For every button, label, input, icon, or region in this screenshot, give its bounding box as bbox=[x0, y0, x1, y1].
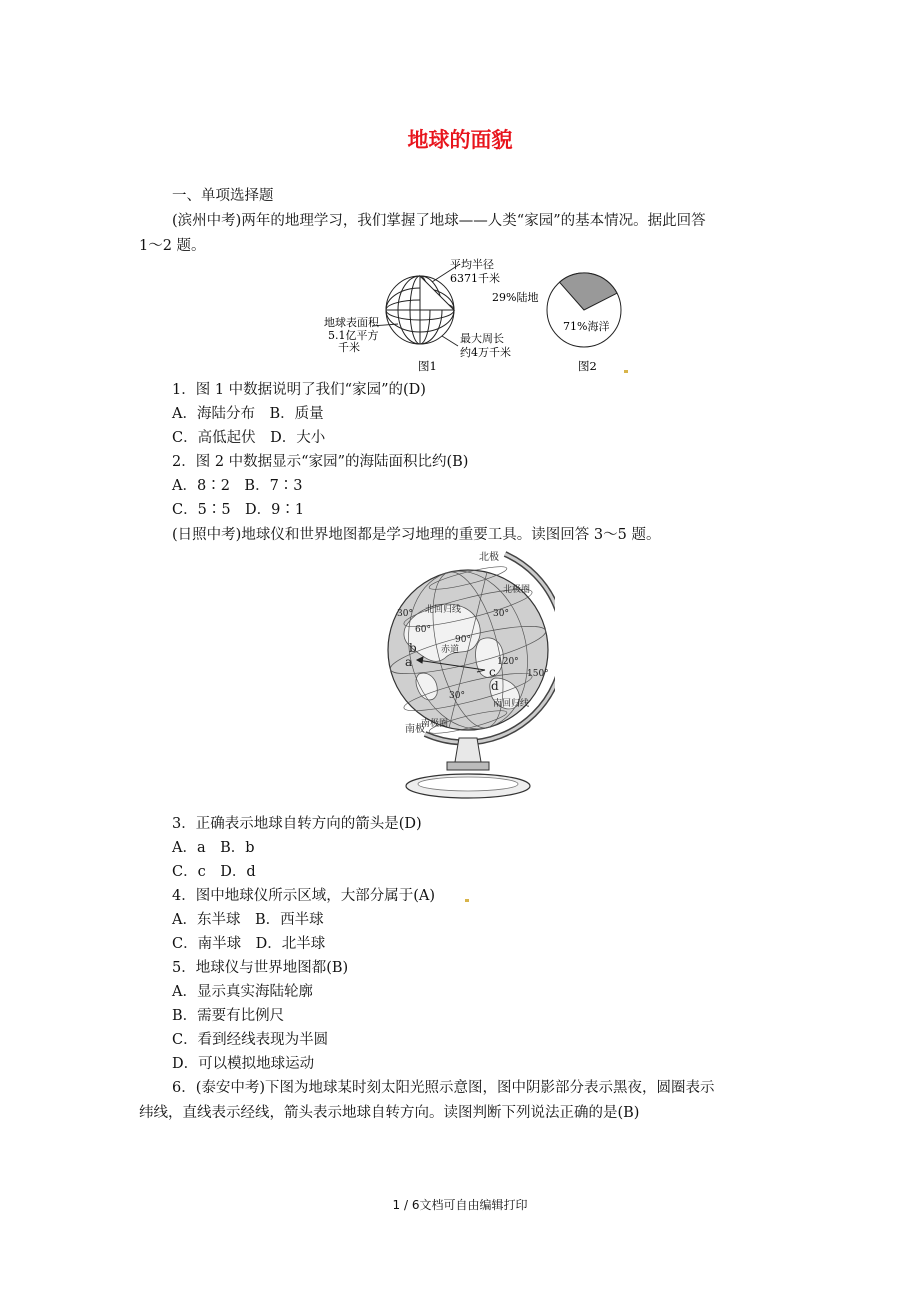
decorative-mark bbox=[465, 899, 469, 902]
land-ocean-pie-chart bbox=[547, 273, 621, 347]
q6-line-1: 6．(泰安中考)下图为地球某时刻太阳光照示意图，图中阴影部分表示黑夜，圆圈表示 bbox=[172, 1080, 715, 1096]
label-lon-60: 60° bbox=[415, 625, 431, 635]
q4-options-cd: C．南半球 D．北半球 bbox=[172, 936, 326, 952]
area-label-2: 5.1亿平方 bbox=[328, 329, 379, 342]
area-label-1: 地球表面积 bbox=[324, 316, 379, 329]
intro-1-line-2: 1～2 题。 bbox=[139, 238, 206, 254]
decorative-mark bbox=[624, 370, 628, 373]
q2-options-ab: A．8∶2 B．7∶3 bbox=[172, 478, 303, 494]
section-heading: 一、单项选择题 bbox=[172, 188, 274, 204]
arrow-label-b: b bbox=[409, 641, 417, 655]
radius-label-2: 6371千米 bbox=[450, 272, 500, 285]
q2-options-cd: C．5∶5 D．9∶1 bbox=[172, 502, 305, 518]
q3-options-ab: A．a B．b bbox=[172, 840, 255, 856]
q2-stem: 2．图 2 中数据显示“家园”的海陆面积比约(B) bbox=[172, 454, 469, 470]
q3-options-cd: C．c D．d bbox=[172, 864, 256, 880]
label-tropic-cancer: 北回归线 bbox=[425, 605, 462, 615]
arrow-label-c: c bbox=[489, 665, 496, 679]
page-footer: 1 / 6文档可自由编辑打印 bbox=[392, 1198, 528, 1212]
q5-stem: 5．地球仪与世界地图都(B) bbox=[172, 960, 349, 976]
q5-option-a: A．显示真实海陆轮廓 bbox=[172, 984, 313, 1000]
label-lon-90: 90° bbox=[455, 635, 471, 645]
q4-stem: 4．图中地球仪所示区域，大部分属于(A) bbox=[172, 888, 436, 904]
q5-option-d: D．可以模拟地球运动 bbox=[172, 1056, 315, 1072]
label-tropic-capricorn: 南回归线 bbox=[493, 699, 530, 709]
globe-figure bbox=[385, 548, 555, 808]
q1-options-cd: C．高低起伏 D．大小 bbox=[172, 430, 326, 446]
figure-1-caption: 图1 bbox=[418, 359, 437, 373]
area-label-3: 千米 bbox=[338, 341, 360, 354]
figure-1-2 bbox=[320, 254, 630, 378]
q3-stem: 3．正确表示地球自转方向的箭头是(D) bbox=[172, 816, 422, 832]
q5-option-b: B．需要有比例尺 bbox=[172, 1008, 285, 1024]
label-equator: 赤道 bbox=[441, 645, 460, 655]
label-lat-30-b: 30° bbox=[493, 609, 509, 619]
radius-label-1: 平均半径 bbox=[450, 258, 494, 271]
q6-line-2: 纬线，直线表示经线，箭头表示地球自转方向。读图判断下列说法正确的是(B) bbox=[139, 1105, 640, 1121]
pie-ocean-label: 71%海洋 bbox=[563, 320, 610, 333]
page-title: 地球的面貌 bbox=[407, 127, 513, 152]
intro-1-line-1: (滨州中考)两年的地理学习，我们掌握了地球——人类“家园”的基本情况。据此回答 bbox=[172, 213, 706, 229]
figure-2-caption: 图2 bbox=[578, 359, 597, 373]
pie-land-label: 29%陆地 bbox=[492, 291, 539, 304]
label-south-pole: 南极 bbox=[405, 724, 425, 735]
label-lon-150: 150° bbox=[527, 669, 549, 679]
label-arctic-circle: 北极圈 bbox=[503, 585, 531, 595]
label-north-pole: 北极 bbox=[479, 552, 499, 563]
q5-option-c: C．看到经线表现为半圆 bbox=[172, 1032, 329, 1048]
arrow-label-d: d bbox=[491, 679, 499, 693]
label-lat-30-a: 30° bbox=[397, 609, 413, 619]
q1-options-ab: A．海陆分布 B．质量 bbox=[172, 406, 324, 422]
label-antarctic-circle: 南极圈 bbox=[421, 719, 449, 729]
q1-stem: 1．图 1 中数据说明了我们“家园”的(D) bbox=[172, 382, 426, 398]
arrow-label-a: a bbox=[405, 655, 413, 669]
q4-options-ab: A．东半球 B．西半球 bbox=[172, 912, 324, 928]
label-lat-30-c: 30° bbox=[449, 691, 465, 701]
label-lon-120: 120° bbox=[497, 657, 519, 667]
earth-sphere-figure bbox=[386, 276, 454, 344]
circumference-label-1: 最大周长 bbox=[460, 332, 504, 345]
circumference-label-2: 约4万千米 bbox=[460, 346, 511, 359]
intro-2: (日照中考)地球仪和世界地图都是学习地理的重要工具。读图回答 3～5 题。 bbox=[172, 527, 661, 543]
